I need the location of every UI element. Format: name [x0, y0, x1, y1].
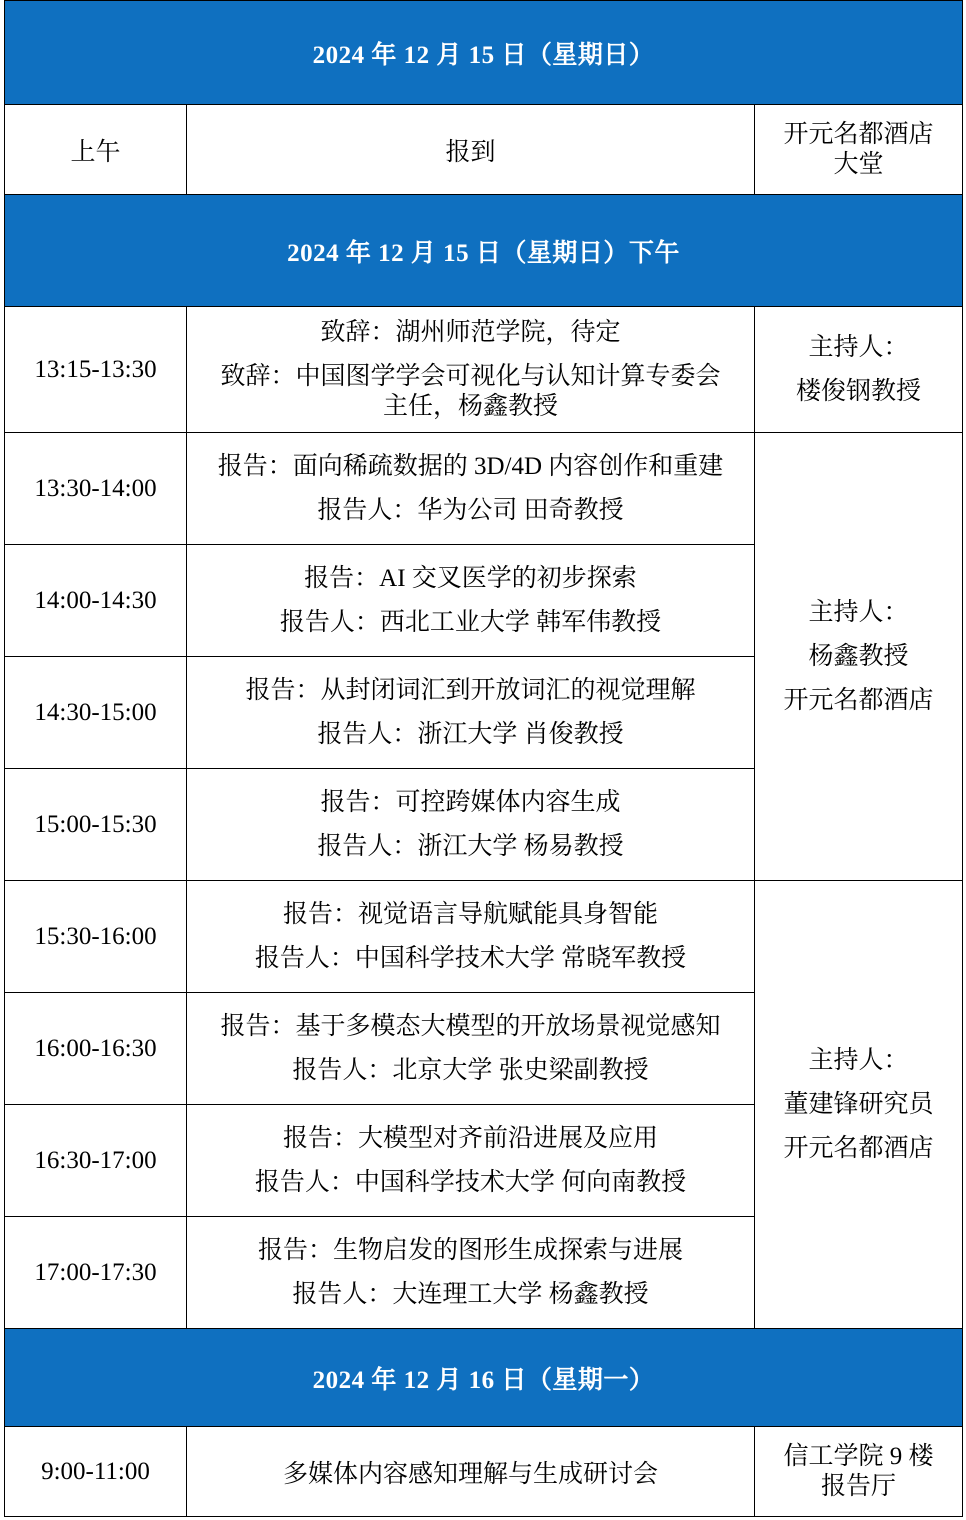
talk-cell — [187, 1105, 755, 1217]
registration-row — [5, 105, 963, 195]
talk-speaker: 报告人：大连理工大学 杨鑫教授 — [292, 1280, 649, 1308]
venue-cell: 信工学院 9 楼 报告厅 — [755, 1427, 963, 1517]
time-cell: 17:00-17:30 — [5, 1217, 187, 1329]
talk-speaker: 报告人：华为公司 田奇教授 — [317, 496, 624, 524]
talk-cell — [187, 657, 755, 769]
talk-title: 报告：生物启发的图形生成探索与进展 — [257, 1236, 683, 1264]
day1-header-row — [5, 1, 963, 105]
talk-speaker: 报告人：北京大学 张史梁副教授 — [292, 1056, 649, 1084]
talk-title: 报告：基于多模态大模型的开放场景视觉感知 — [220, 1012, 721, 1040]
talk-speaker: 报告人：西北工业大学 韩军伟教授 — [279, 608, 662, 636]
speech-1: 致辞：湖州师范学院，待定 — [320, 318, 621, 346]
venue-cell: 开元名都酒店 大堂 — [755, 105, 963, 195]
talk-speaker: 报告人：浙江大学 肖俊教授 — [317, 720, 624, 748]
agenda-item: 多媒体内容感知理解与生成研讨会 — [187, 1427, 755, 1517]
time-cell: 15:30-16:00 — [5, 881, 187, 993]
speech-2-line-2: 主任，杨鑫教授 — [382, 392, 558, 420]
day2-header-row — [5, 1329, 963, 1427]
session2-host: 主持人： 董建锋研究员 开元名都酒店 — [755, 881, 963, 1329]
talk-title: 报告：大模型对齐前沿进展及应用 — [282, 1124, 658, 1152]
talk-speaker: 报告人：中国科学技术大学 常晓军教授 — [254, 944, 687, 972]
time-cell: 14:00-14:30 — [5, 545, 187, 657]
opening-speeches — [187, 307, 755, 433]
talk-speaker: 报告人：浙江大学 杨易教授 — [317, 832, 624, 860]
talk-title: 报告：面向稀疏数据的 3D/4D 内容创作和重建 — [217, 452, 724, 480]
day2-header: 2024 年 12 月 16 日（星期一） — [5, 1329, 963, 1427]
opening-host: 主持人： 楼俊钢教授 — [755, 307, 963, 433]
speech-2-line-1: 致辞：中国图学学会可视化与认知计算专委会 — [220, 362, 721, 390]
talk-cell — [187, 881, 755, 993]
agenda-item: 报到 — [187, 105, 755, 195]
day1-header: 2024 年 12 月 15 日（星期日） — [5, 1, 963, 105]
schedule-table — [4, 0, 963, 1517]
talk-speaker: 报告人：中国科学技术大学 何向南教授 — [254, 1168, 687, 1196]
talk-cell — [187, 545, 755, 657]
talk-title: 报告：AI 交叉医学的初步探索 — [304, 564, 637, 592]
time-cell: 16:00-16:30 — [5, 993, 187, 1105]
time-cell: 上午 — [5, 105, 187, 195]
talk-cell — [187, 433, 755, 545]
talk-row — [5, 881, 963, 993]
time-cell: 14:30-15:00 — [5, 657, 187, 769]
talk-title: 报告：视觉语言导航赋能具身智能 — [282, 900, 658, 928]
talk-title: 报告：从封闭词汇到开放词汇的视觉理解 — [245, 676, 696, 704]
talk-title: 报告：可控跨媒体内容生成 — [320, 788, 621, 816]
session1-host: 主持人： 杨鑫教授 开元名都酒店 — [755, 433, 963, 881]
talk-cell — [187, 993, 755, 1105]
talk-cell — [187, 1217, 755, 1329]
time-cell: 15:00-15:30 — [5, 769, 187, 881]
time-cell: 13:15-13:30 — [5, 307, 187, 433]
time-cell: 13:30-14:00 — [5, 433, 187, 545]
afternoon-header-row — [5, 195, 963, 307]
time-cell: 9:00-11:00 — [5, 1427, 187, 1517]
seminar-row — [5, 1427, 963, 1517]
opening-row — [5, 307, 963, 433]
afternoon-header: 2024 年 12 月 15 日（星期日）下午 — [5, 195, 963, 307]
talk-row — [5, 433, 963, 545]
talk-cell — [187, 769, 755, 881]
time-cell: 16:30-17:00 — [5, 1105, 187, 1217]
